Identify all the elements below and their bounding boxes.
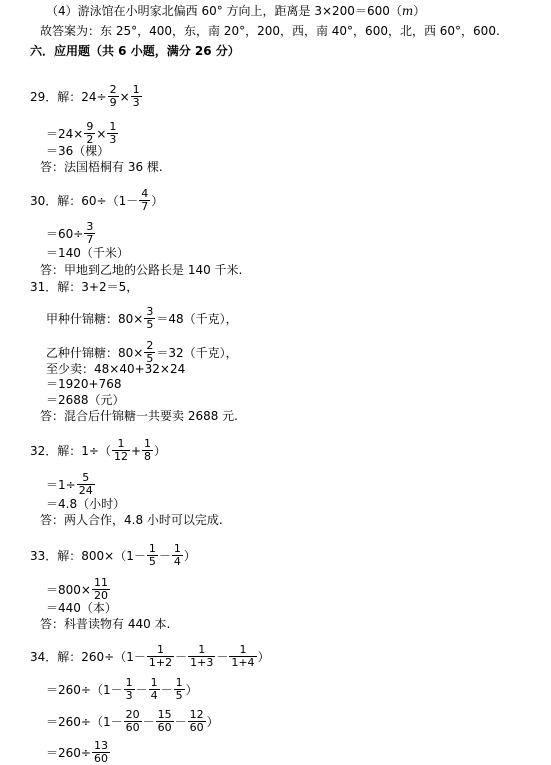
q31-step-1: 31．解：3+2＝5， bbox=[30, 280, 139, 294]
q31-step-4: 至少卖：48×40+32×24 bbox=[46, 362, 186, 376]
fraction: $\frac{2}{9}$ bbox=[109, 83, 117, 109]
fraction: $\frac{4}{7}$ bbox=[141, 187, 149, 213]
fraction: $\frac{1}{3}$ bbox=[132, 83, 140, 109]
p28-answer: 故答案为：东 25°，400，东，南 20°，200，西，南 40°，600，北，西 60°，600. bbox=[40, 24, 500, 38]
q29-step-2: ＝24× $\frac{9}{2}$ × $\frac{1}{3}$ bbox=[46, 120, 117, 146]
q34-step-1: 34．解：260÷（1－ $\frac{1}{1+2}$ － $\frac{1}{1+3}$ － $\frac{1}{1+4}$ ） bbox=[30, 643, 270, 669]
fraction: $\frac{9}{2}$ bbox=[86, 120, 94, 146]
fraction: $\frac{15}{60}$ bbox=[157, 708, 172, 734]
fraction: $\frac{1}{1+4}$ bbox=[231, 643, 255, 669]
q30-step-1: 30．解：60÷（1－ $\frac{4}{7}$ ） bbox=[30, 187, 164, 213]
q32-answer: 答：两人合作，4.8 小时可以完成. bbox=[40, 513, 223, 527]
fraction: $\frac{20}{60}$ bbox=[125, 708, 140, 734]
q31-step-5: ＝1920+768 bbox=[46, 377, 122, 391]
q31-step-3: 乙种什锦糖：80× $\frac{2}{5}$ ＝32（千克）， bbox=[46, 339, 238, 365]
q34-step-2: ＝260÷（1－ $\frac{1}{3}$ － $\frac{1}{4}$ － $\frac{1}{5}$ ） bbox=[46, 676, 198, 702]
q29-answer: 答：法国梧桐有 36 棵. bbox=[40, 160, 163, 174]
fraction: $\frac{3}{5}$ bbox=[146, 305, 154, 331]
q33-step-3: ＝440（本） bbox=[46, 601, 117, 615]
q31-step-6: ＝2688（元） bbox=[46, 393, 125, 407]
fraction: $\frac{1}{3}$ bbox=[125, 676, 133, 702]
fraction: $\frac{5}{24}$ bbox=[78, 471, 93, 497]
fraction: $\frac{1}{4}$ bbox=[173, 542, 181, 568]
q31-step-2: 甲种什锦糖：80× $\frac{3}{5}$ ＝48（千克）， bbox=[46, 305, 238, 331]
q32-step-3: ＝4.8（小时） bbox=[46, 497, 126, 511]
fraction: $\frac{1}{4}$ bbox=[150, 676, 158, 702]
p28-line-1: （4）游泳馆在小明家北偏西 60° 方向上，距离是 3×200＝600（ m ） bbox=[46, 4, 426, 18]
fraction: $\frac{11}{20}$ bbox=[93, 576, 108, 602]
q32-step-1: 32．解：1÷（ $\frac{1}{12}$ + $\frac{1}{8}$ ） bbox=[30, 437, 167, 463]
fraction: $\frac{1}{1+3}$ bbox=[190, 643, 214, 669]
section-heading: 六．应用题（共 6 小题，满分 26 分） bbox=[30, 44, 240, 58]
fraction: $\frac{12}{60}$ bbox=[189, 708, 204, 734]
fraction: $\frac{1}{1+2}$ bbox=[148, 643, 173, 669]
q34-step-3: ＝260÷（1－ $\frac{20}{60}$ － $\frac{15}{60}$ － $\frac{12}{60}$ ） bbox=[46, 708, 219, 734]
q29-step-1: 29．解：24÷ $\frac{2}{9}$ × $\frac{1}{3}$ bbox=[30, 83, 140, 109]
fraction: $\frac{2}{5}$ bbox=[146, 339, 154, 365]
fraction: $\frac{1}{12}$ bbox=[113, 437, 128, 463]
q30-step-2: ＝60÷ $\frac{3}{7}$ bbox=[46, 220, 94, 246]
q33-answer: 答：科普读物有 440 本. bbox=[40, 617, 171, 631]
q34-step-4: ＝260÷ $\frac{13}{60}$ bbox=[46, 739, 108, 765]
fraction: $\frac{1}{8}$ bbox=[144, 437, 152, 463]
q30-answer: 答：甲地到乙地的公路长是 140 千米. bbox=[40, 263, 243, 277]
fraction: $\frac{1}{3}$ bbox=[109, 120, 117, 146]
q29-step-3: ＝36（棵） bbox=[46, 144, 110, 158]
q30-step-3: ＝140（千米） bbox=[46, 246, 129, 260]
fraction: $\frac{1}{5}$ bbox=[148, 542, 156, 568]
q32-step-2: ＝1÷ $\frac{5}{24}$ bbox=[46, 471, 93, 497]
q33-step-1: 33．解：800×（1－ $\frac{1}{5}$ － $\frac{1}{4}$ ） bbox=[30, 542, 196, 568]
fraction: $\frac{3}{7}$ bbox=[86, 220, 94, 246]
fraction: $\frac{13}{60}$ bbox=[93, 739, 108, 765]
q31-answer: 答：混合后什锦糖一共要卖 2688 元. bbox=[40, 409, 238, 423]
q33-step-2: ＝800× $\frac{11}{20}$ bbox=[46, 576, 108, 602]
fraction: $\frac{1}{5}$ bbox=[175, 676, 183, 702]
